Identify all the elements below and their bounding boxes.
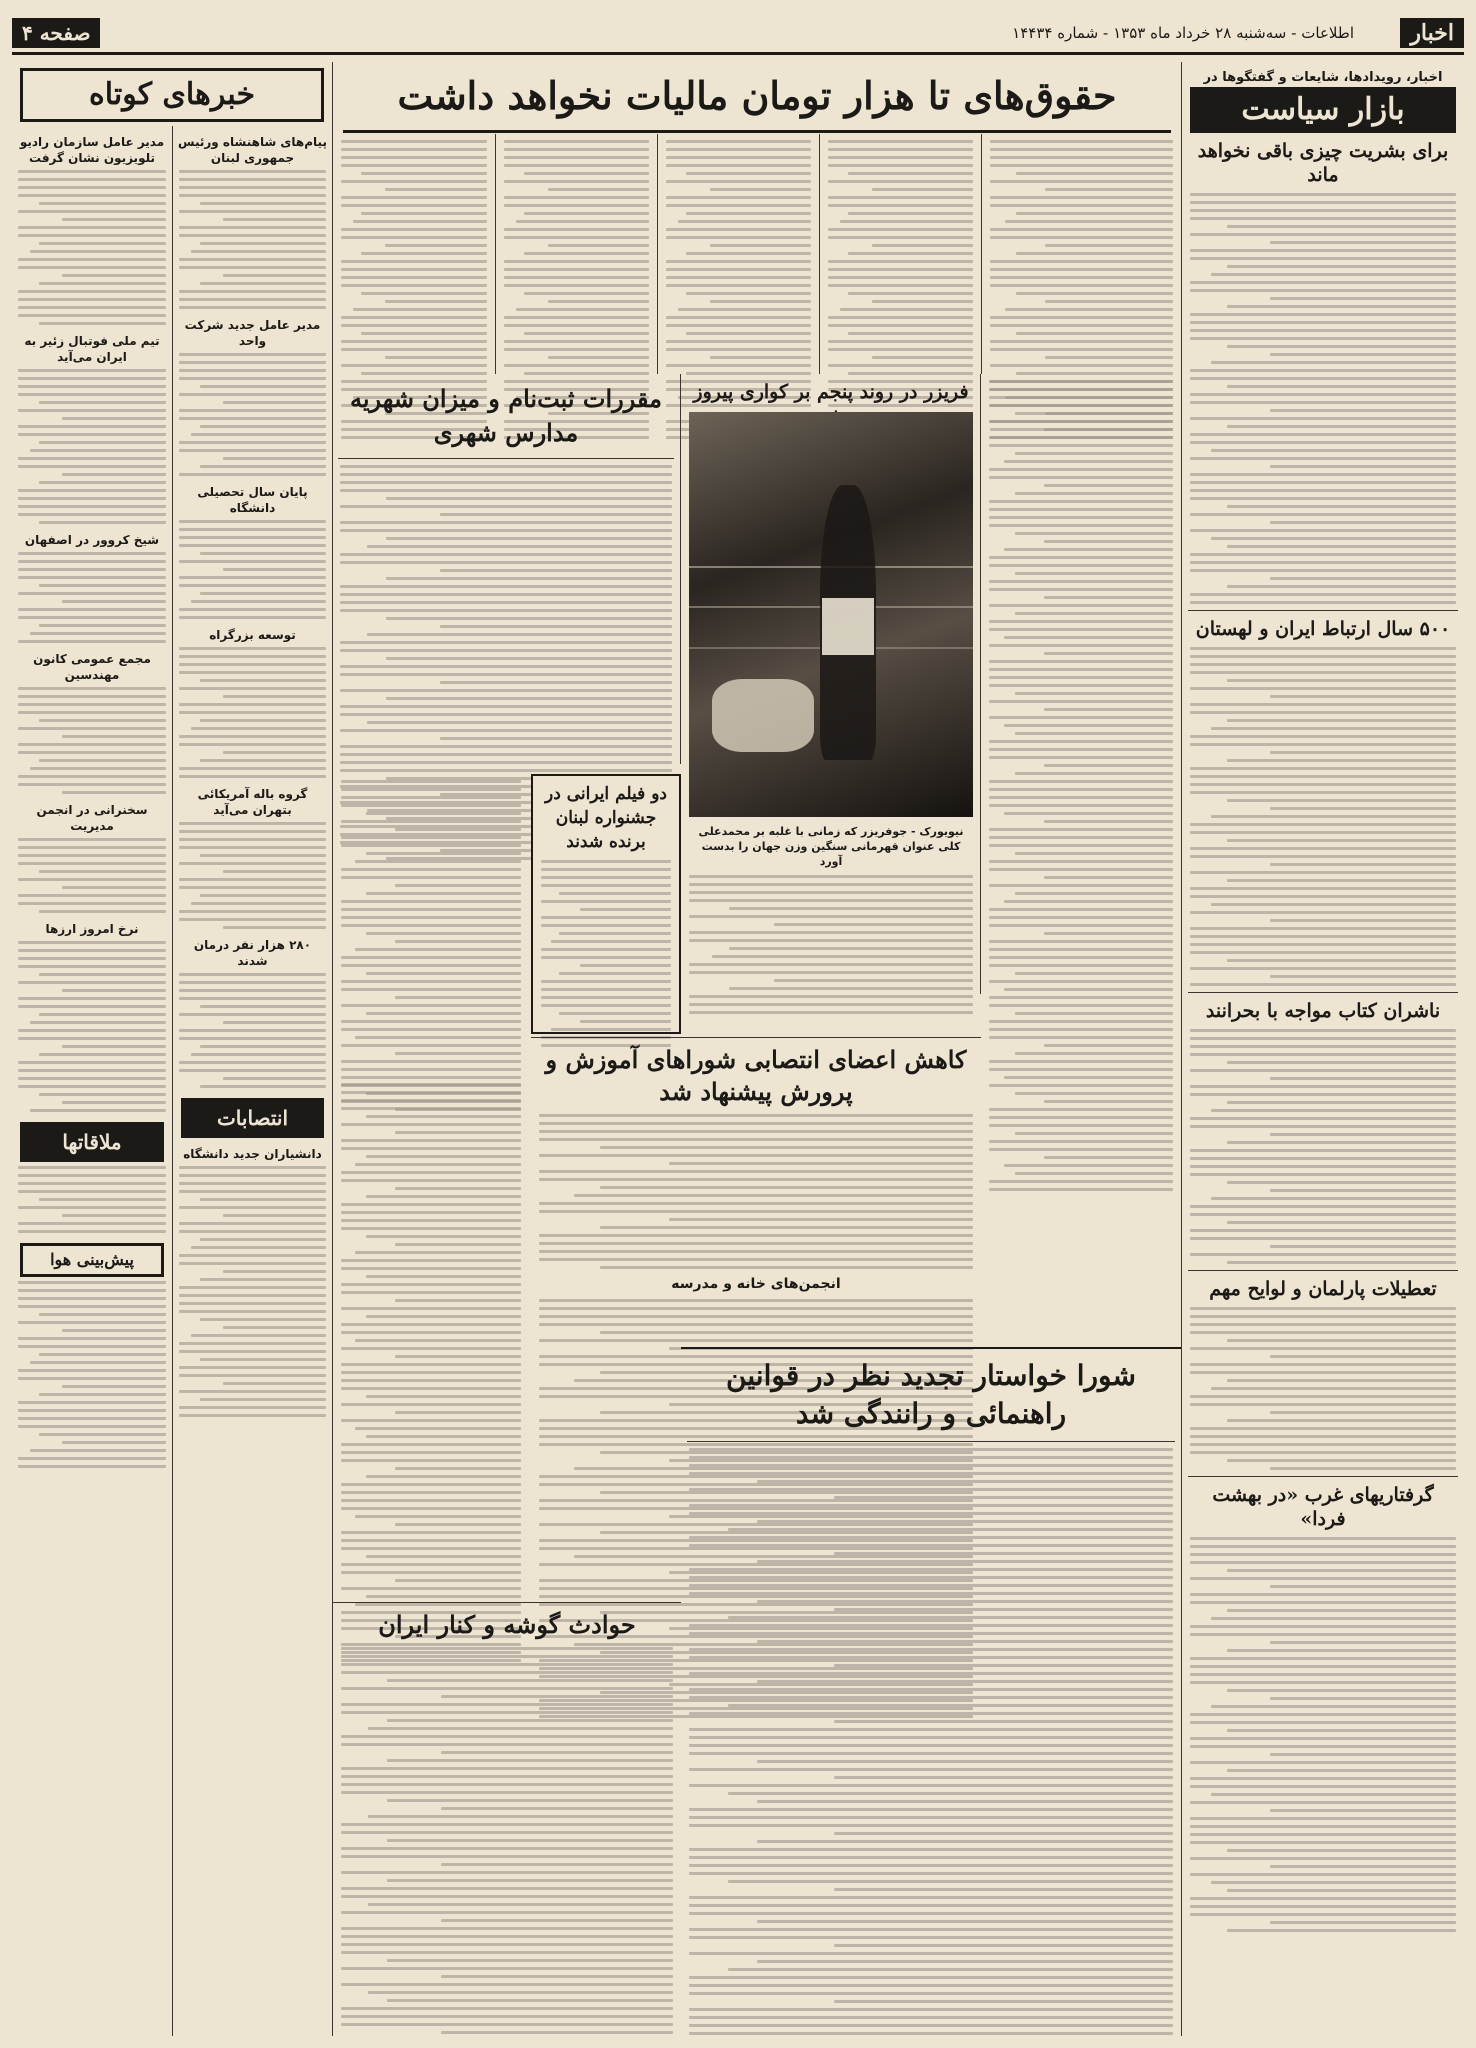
boxing-photo (689, 412, 973, 817)
article-body (1190, 193, 1456, 604)
boxing-caption: نیویورک - جوفریزر که زمانی با غلبه بر محمدعلی کلی عنوان قهرمانی سنگین وزن جهان را بدست آورد (698, 825, 964, 868)
divider (1188, 1270, 1458, 1271)
politics-headline-2: ۵۰۰ سال ارتباط ایران و لهستان (1195, 618, 1451, 640)
councils-subhead: انجمن‌های خانه و مدرسه (671, 1276, 841, 1292)
politics-headline-3: ناشران کتاب مواجه با بحرانند (1205, 1000, 1441, 1022)
tax-article-col-2 (819, 134, 981, 374)
events-story (333, 1602, 681, 2028)
short-news-item: مدیر عامل سازمان رادیو تلویزیون نشان گرفت (19, 135, 165, 165)
article-body (179, 822, 326, 929)
short-news-item: مجمع عمومی کانون مهندسین (33, 652, 151, 682)
boxing-headline: فریزر در روند پنجم بر کواری پیروز (693, 381, 969, 403)
article-body (18, 687, 166, 794)
short-news-right (172, 126, 332, 2036)
divider (1188, 610, 1458, 611)
fallen-boxer (712, 679, 814, 752)
short-news-item: گروه باله آمریکائی بتهران می‌آید (197, 787, 308, 817)
politics-headline-5: گرفتاریهای غرب «در بهشت فردا» (1212, 1484, 1434, 1530)
article-body (179, 353, 326, 476)
divider (687, 1441, 1175, 1442)
politics-kicker: اخبار، رویدادها، شایعات و گفتگوها در (1203, 70, 1443, 85)
article-body (1190, 1307, 1456, 1470)
page-number: صفحه ۴ (12, 18, 100, 48)
schools-continued (333, 774, 529, 1074)
schools-story (333, 374, 681, 764)
article-body (1190, 1029, 1456, 1264)
tax-article-col-3 (657, 134, 819, 374)
short-news-item: نرخ امروز ارزها (45, 922, 139, 936)
boxer-trunks (822, 598, 873, 655)
films-headline: دو فیلم ایرانی در جشنواره لبنان برنده شدند (545, 784, 667, 852)
appointments-logo: انتصابات (181, 1098, 324, 1138)
short-news-item: شیخ کروور در اصفهان (24, 533, 160, 547)
politics-headline-1: برای بشریت چیزی باقی نخواهد ماند (1197, 140, 1449, 186)
schools-headline: مقررات ثبت‌نام و میزان شهریه مدارس شهری (349, 384, 663, 447)
article-body (341, 780, 521, 1111)
senate-headline: شورا خواستار تجدید نظر در قوانین راهنمائی و رانندگی شد (726, 1359, 1136, 1430)
films-box (531, 774, 681, 1034)
masthead (12, 18, 1464, 55)
article-body (341, 1083, 521, 1662)
article-body (689, 1448, 1173, 2036)
issue-info: اطلاعات - سه‌شنبه ۲۸ خرداد ماه ۱۳۵۳ - شماره ۱۴۴۳۴ (1012, 24, 1354, 42)
divider (1188, 1476, 1458, 1477)
politics-banner: بازار سیاست (1190, 87, 1456, 133)
councils-headline: کاهش اعضای انتصابی شوراهای آموزش و پرورش پیشنهاد شد (545, 1045, 967, 1106)
article-body (1190, 647, 1456, 986)
section-brand: اخبار (1400, 18, 1464, 48)
schools-fees-continued (333, 1077, 529, 1587)
article-body (539, 1114, 973, 1269)
short-news-item: سخنرانی در انجمن مدیریت (36, 803, 148, 833)
politics-headline-4: تعطیلات پارلمان و لوایح مهم (1209, 1278, 1437, 1300)
short-news-item: پایان سال تحصیلی دانشگاه (197, 485, 308, 515)
short-news-item: توسعه بزرگراه (209, 628, 296, 642)
short-news-item: مدیر عامل جدید شرکت واحد (184, 318, 321, 348)
article-body (18, 1166, 166, 1233)
short-news-item: پیام‌های شاهنشاه ورئیس جمهوری لبنان (178, 135, 327, 165)
article-body (18, 369, 166, 524)
short-news-item: تیم ملی فوتبال زئیر به ایران می‌آید (24, 334, 160, 364)
main-column (333, 62, 1181, 2036)
short-news-item: ۲۸۰ هزار نفر درمان شدند (193, 938, 312, 968)
short-news-body (12, 126, 332, 2036)
article-body (989, 380, 1173, 1191)
article-body (179, 520, 326, 619)
tax-article-col-4 (495, 134, 657, 374)
politics-column (1181, 62, 1464, 2036)
tax-article (333, 134, 1181, 374)
divider (1188, 992, 1458, 993)
tax-article-continued (980, 374, 1181, 994)
article-body (18, 941, 166, 1112)
short-news-column (12, 62, 333, 2036)
weather-logo: پیش‌بینی هوا (20, 1243, 164, 1277)
divider (338, 458, 674, 459)
article-body (541, 860, 671, 1047)
article-body (179, 1166, 326, 1417)
tax-article-col-1 (981, 134, 1181, 374)
article-body (18, 1281, 166, 1468)
appointments-item: دانشیاران جدید دانشگاه (183, 1147, 322, 1161)
main-headline: حقوق‌های تا هزار تومان مالیات نخواهد داشت (343, 68, 1171, 133)
article-body (179, 170, 326, 309)
article-body (341, 1647, 673, 2036)
article-body (18, 838, 166, 913)
article-body (18, 552, 166, 643)
short-news-logo: خبرهای کوتاه (20, 68, 324, 122)
events-headline: حوادث گوشه و کنار ایران (378, 1610, 636, 1639)
article-body (18, 170, 166, 325)
article-body (689, 875, 973, 1019)
boxing-story (681, 374, 981, 1014)
senate-story (681, 1347, 1181, 2029)
article-body (179, 973, 326, 1088)
article-body (1190, 1537, 1456, 1932)
short-news-left (12, 126, 172, 2036)
article-body (179, 647, 326, 778)
tax-article-col-5 (333, 134, 495, 374)
meetings-logo: ملاقاتها (20, 1122, 164, 1162)
